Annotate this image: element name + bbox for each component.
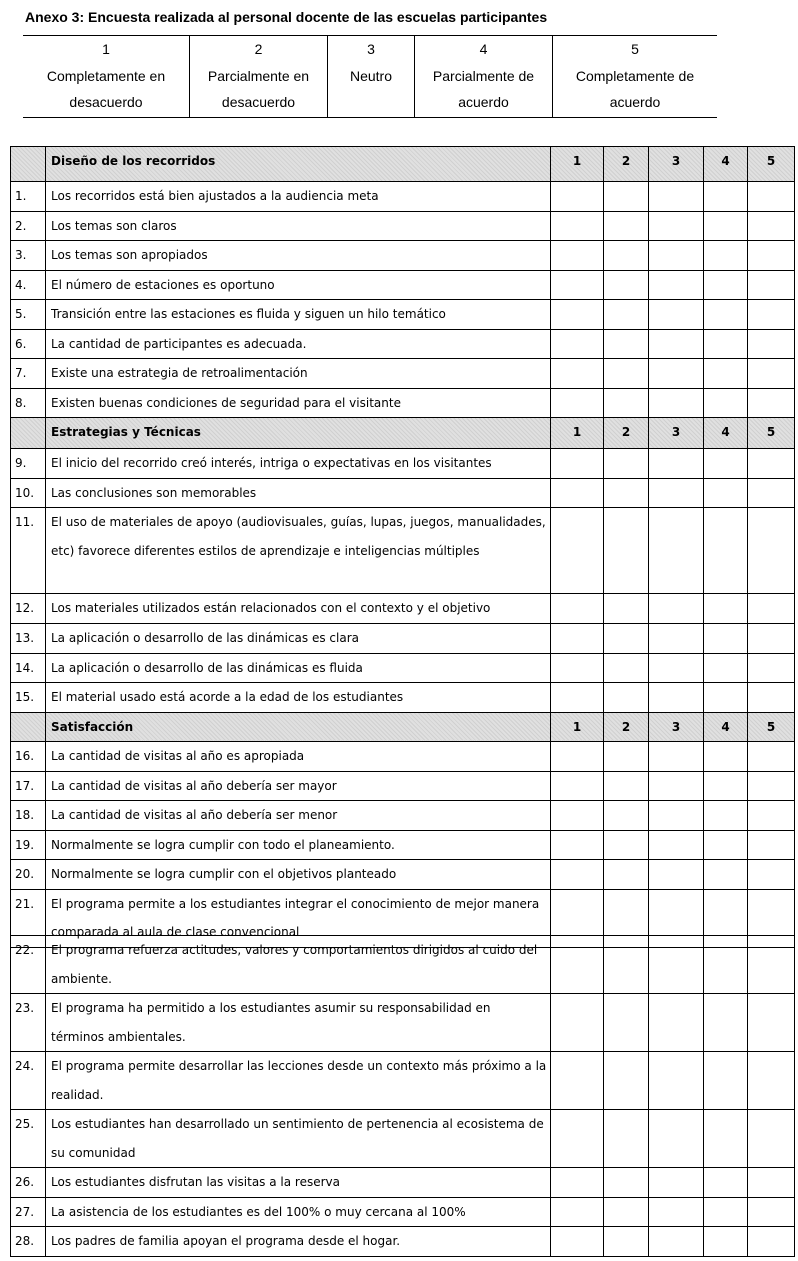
rating-cell-3[interactable] (649, 801, 704, 831)
rating-column-header: 1 (551, 418, 604, 449)
rating-cell-3[interactable] (649, 1168, 704, 1198)
rating-cell-1[interactable] (551, 359, 604, 389)
survey-item-row (11, 653, 795, 683)
section-header-row (11, 418, 795, 449)
scale-label-line2: acuerdo (458, 94, 509, 110)
rating-cell-2[interactable] (604, 860, 649, 890)
item-statement: Los temas son apropiados (46, 241, 551, 271)
rating-cell-3[interactable] (649, 449, 704, 479)
item-number: 7. (11, 359, 46, 389)
item-number: 8. (11, 388, 46, 418)
rating-cell-4[interactable] (704, 1168, 748, 1198)
item-statement: El material usado está acorde a la edad de los estudiantes (46, 683, 551, 713)
rating-cell-5[interactable] (748, 653, 795, 683)
rating-cell-2[interactable] (604, 270, 649, 300)
rating-cell-5[interactable] (748, 683, 795, 713)
rating-cell-4[interactable] (704, 771, 748, 801)
item-statement: El programa permite desarrollar las lecciones desde un contexto más próximo a la realidad. (46, 1052, 551, 1110)
rating-cell-5[interactable] (748, 270, 795, 300)
scale-option-3 (327, 36, 414, 117)
survey-item-row (11, 994, 795, 1052)
rating-cell-1[interactable] (551, 742, 604, 772)
rating-cell-4[interactable] (704, 1197, 748, 1227)
item-statement: Los estudiantes han desarrollado un sentimiento de pertenencia al ecosistema de su comunidad (46, 1110, 551, 1168)
item-statement: El programa permite a los estudiantes integrar el conocimiento de mejor manera comparada al aula de clase convencional (46, 889, 551, 947)
rating-cell-3[interactable] (649, 300, 704, 330)
rating-cell-1[interactable] (551, 771, 604, 801)
rating-cell-5[interactable] (748, 830, 795, 860)
rating-cell-4[interactable] (704, 860, 748, 890)
page-title: Anexo 3: Encuesta realizada al personal docente de las escuelas participantes (25, 9, 548, 25)
scale-number: 5 (631, 41, 639, 57)
rating-cell-3[interactable] (649, 270, 704, 300)
item-number: 24. (11, 1052, 46, 1110)
rating-cell-2[interactable] (604, 742, 649, 772)
rating-cell-1[interactable] (551, 1168, 604, 1198)
survey-item-row (11, 300, 795, 330)
rating-column-header: 2 (604, 418, 649, 449)
rating-cell-4[interactable] (704, 182, 748, 212)
item-number: 27. (11, 1197, 46, 1227)
rating-cell-1[interactable] (551, 594, 604, 624)
rating-cell-5[interactable] (748, 1052, 795, 1110)
rating-cell-2[interactable] (604, 211, 649, 241)
item-number: 12. (11, 594, 46, 624)
survey-item-row (11, 449, 795, 479)
scale-label-line2: desacuerdo (69, 94, 143, 110)
rating-cell-2[interactable] (604, 1052, 649, 1110)
rating-cell-5[interactable] (748, 182, 795, 212)
rating-cell-2[interactable] (604, 329, 649, 359)
rating-cell-2[interactable] (604, 359, 649, 389)
rating-cell-1[interactable] (551, 624, 604, 654)
rating-cell-5[interactable] (748, 1197, 795, 1227)
rating-column-header: 2 (604, 712, 649, 742)
survey-item-row (11, 1168, 795, 1198)
survey-item-row (11, 241, 795, 271)
item-statement: Transición entre las estaciones es fluida y siguen un hilo temático (46, 300, 551, 330)
rating-column-header: 1 (551, 712, 604, 742)
rating-cell-3[interactable] (649, 211, 704, 241)
rating-cell-3[interactable] (649, 683, 704, 713)
survey-item-row (11, 771, 795, 801)
item-statement: La cantidad de participantes es adecuada. (46, 329, 551, 359)
rating-cell-4[interactable] (704, 1052, 748, 1110)
rating-cell-3[interactable] (649, 936, 704, 994)
rating-cell-2[interactable] (604, 1168, 649, 1198)
scale-label-line1: Parcialmente de (432, 67, 535, 84)
rating-cell-4[interactable] (704, 241, 748, 271)
section-number-cell (11, 147, 46, 182)
survey-item-row (11, 270, 795, 300)
rating-cell-1[interactable] (551, 1110, 604, 1168)
rating-cell-5[interactable] (748, 478, 795, 508)
item-statement: La asistencia de los estudiantes es del 100% o muy cercana al 100% (46, 1197, 551, 1227)
item-statement: El número de estaciones es oportuno (46, 270, 551, 300)
rating-cell-4[interactable] (704, 653, 748, 683)
item-statement: El programa refuerza actitudes, valores y comportamientos dirigidos al cuido del ambiente. (46, 936, 551, 994)
rating-cell-1[interactable] (551, 801, 604, 831)
rating-cell-2[interactable] (604, 182, 649, 212)
survey-table-part-2 (10, 935, 795, 1257)
item-number: 17. (11, 771, 46, 801)
item-number: 18. (11, 801, 46, 831)
rating-cell-3[interactable] (649, 182, 704, 212)
rating-cell-2[interactable] (604, 478, 649, 508)
rating-cell-4[interactable] (704, 508, 748, 594)
rating-cell-3[interactable] (649, 653, 704, 683)
item-number: 21. (11, 889, 46, 947)
rating-cell-3[interactable] (649, 241, 704, 271)
rating-cell-5[interactable] (748, 1227, 795, 1257)
item-statement: Existen buenas condiciones de seguridad para el visitante (46, 388, 551, 418)
item-statement: Normalmente se logra cumplir con el objetivos planteado (46, 860, 551, 890)
item-statement: Los recorridos está bien ajustados a la audiencia meta (46, 182, 551, 212)
rating-cell-3[interactable] (649, 830, 704, 860)
item-number: 14. (11, 653, 46, 683)
section-title: Diseño de los recorridos (46, 147, 551, 182)
rating-cell-3[interactable] (649, 1197, 704, 1227)
rating-cell-5[interactable] (748, 449, 795, 479)
rating-cell-2[interactable] (604, 1197, 649, 1227)
rating-cell-3[interactable] (649, 508, 704, 594)
rating-cell-2[interactable] (604, 801, 649, 831)
survey-item-row (11, 594, 795, 624)
scale-option-5 (552, 36, 717, 117)
rating-cell-2[interactable] (604, 683, 649, 713)
scale-option-1 (23, 36, 189, 117)
item-number: 16. (11, 742, 46, 772)
survey-item-row (11, 1227, 795, 1257)
item-number: 3. (11, 241, 46, 271)
rating-cell-5[interactable] (748, 211, 795, 241)
rating-cell-2[interactable] (604, 594, 649, 624)
item-number: 6. (11, 329, 46, 359)
scale-label-line1: Neutro (349, 67, 393, 84)
survey-item-row (11, 1052, 795, 1110)
scale-option-2 (189, 36, 327, 117)
item-statement: Las conclusiones son memorables (46, 478, 551, 508)
rating-cell-4[interactable] (704, 449, 748, 479)
rating-cell-3[interactable] (649, 994, 704, 1052)
item-statement: La cantidad de visitas al año debería ser mayor (46, 771, 551, 801)
likert-scale-legend (23, 35, 717, 118)
rating-cell-1[interactable] (551, 449, 604, 479)
rating-cell-1[interactable] (551, 329, 604, 359)
rating-cell-2[interactable] (604, 1227, 649, 1257)
section-number-cell (11, 712, 46, 742)
rating-cell-2[interactable] (604, 830, 649, 860)
rating-cell-4[interactable] (704, 830, 748, 860)
item-statement: La aplicación o desarrollo de las dinámicas es clara (46, 624, 551, 654)
item-statement: Los estudiantes disfrutan las visitas a la reserva (46, 1168, 551, 1198)
rating-column-header: 5 (748, 418, 795, 449)
survey-item-row (11, 478, 795, 508)
item-number: 25. (11, 1110, 46, 1168)
rating-cell-4[interactable] (704, 994, 748, 1052)
survey-item-row (11, 801, 795, 831)
rating-cell-1[interactable] (551, 1227, 604, 1257)
item-number: 2. (11, 211, 46, 241)
rating-cell-2[interactable] (604, 1110, 649, 1168)
rating-cell-2[interactable] (604, 300, 649, 330)
section-title: Satisfacción (46, 712, 551, 742)
rating-cell-4[interactable] (704, 359, 748, 389)
rating-cell-1[interactable] (551, 683, 604, 713)
scale-label-line1: Parcialmente en (207, 67, 310, 84)
rating-cell-1[interactable] (551, 270, 604, 300)
item-number: 23. (11, 994, 46, 1052)
rating-cell-4[interactable] (704, 594, 748, 624)
rating-cell-3[interactable] (649, 388, 704, 418)
survey-item-row (11, 742, 795, 772)
item-statement: La cantidad de visitas al año es apropiada (46, 742, 551, 772)
item-number: 9. (11, 449, 46, 479)
rating-cell-5[interactable] (748, 860, 795, 890)
rating-cell-3[interactable] (649, 1227, 704, 1257)
scale-number: 1 (102, 41, 110, 57)
rating-cell-4[interactable] (704, 1110, 748, 1168)
rating-cell-5[interactable] (748, 241, 795, 271)
section-header-row (11, 147, 795, 182)
item-number: 11. (11, 508, 46, 594)
rating-cell-1[interactable] (551, 478, 604, 508)
rating-cell-4[interactable] (704, 270, 748, 300)
survey-item-row (11, 830, 795, 860)
rating-cell-3[interactable] (649, 860, 704, 890)
rating-cell-2[interactable] (604, 449, 649, 479)
survey-item-row (11, 508, 795, 594)
rating-cell-5[interactable] (748, 1168, 795, 1198)
survey-item-row (11, 1110, 795, 1168)
rating-cell-1[interactable] (551, 860, 604, 890)
rating-cell-1[interactable] (551, 653, 604, 683)
survey-item-row (11, 936, 795, 994)
survey-item-row (11, 1197, 795, 1227)
survey-item-row (11, 388, 795, 418)
item-statement: La aplicación o desarrollo de las dinámicas es fluida (46, 653, 551, 683)
rating-cell-1[interactable] (551, 1052, 604, 1110)
scale-option-4 (414, 36, 552, 117)
rating-cell-1[interactable] (551, 182, 604, 212)
item-number: 28. (11, 1227, 46, 1257)
rating-cell-4[interactable] (704, 801, 748, 831)
item-number: 19. (11, 830, 46, 860)
rating-cell-2[interactable] (604, 508, 649, 594)
rating-cell-2[interactable] (604, 994, 649, 1052)
rating-cell-4[interactable] (704, 478, 748, 508)
rating-cell-5[interactable] (748, 359, 795, 389)
rating-cell-5[interactable] (748, 594, 795, 624)
rating-cell-2[interactable] (604, 388, 649, 418)
item-number: 20. (11, 860, 46, 890)
rating-column-header: 3 (649, 147, 704, 182)
scale-label-line2: acuerdo (609, 94, 661, 110)
item-number: 4. (11, 270, 46, 300)
scale-label-line1: Completamente de (575, 67, 695, 84)
scale-number: 3 (367, 41, 375, 57)
rating-cell-3[interactable] (649, 624, 704, 654)
survey-item-row (11, 182, 795, 212)
item-statement: Normalmente se logra cumplir con todo el planeamiento. (46, 830, 551, 860)
rating-column-header: 4 (704, 712, 748, 742)
rating-column-header: 5 (748, 712, 795, 742)
rating-cell-4[interactable] (704, 211, 748, 241)
rating-column-header: 3 (649, 712, 704, 742)
rating-cell-5[interactable] (748, 508, 795, 594)
rating-cell-5[interactable] (748, 300, 795, 330)
rating-cell-1[interactable] (551, 1197, 604, 1227)
item-statement: Los padres de familia apoyan el programa desde el hogar. (46, 1227, 551, 1257)
scale-label-line2: desacuerdo (221, 94, 296, 110)
rating-cell-5[interactable] (748, 1110, 795, 1168)
survey-item-row (11, 329, 795, 359)
scale-label-line1: Completamente en (46, 67, 166, 84)
item-statement: El uso de materiales de apoyo (audiovisuales, guías, lupas, juegos, manualidades, etc) favorece diferentes estilos de aprendizaje e inteligencias múltiples (46, 508, 551, 594)
rating-cell-2[interactable] (604, 241, 649, 271)
rating-cell-1[interactable] (551, 830, 604, 860)
rating-cell-5[interactable] (748, 329, 795, 359)
rating-cell-4[interactable] (704, 742, 748, 772)
survey-item-row (11, 860, 795, 890)
scale-number: 2 (254, 41, 263, 57)
rating-column-header: 5 (748, 147, 795, 182)
item-number: 13. (11, 624, 46, 654)
item-statement: La cantidad de visitas al año debería ser menor (46, 801, 551, 831)
rating-cell-5[interactable] (748, 742, 795, 772)
rating-cell-3[interactable] (649, 359, 704, 389)
rating-cell-3[interactable] (649, 329, 704, 359)
item-statement: El programa ha permitido a los estudiantes asumir su responsabilidad en términos ambientales. (46, 994, 551, 1052)
item-number: 10. (11, 478, 46, 508)
rating-cell-4[interactable] (704, 329, 748, 359)
rating-cell-1[interactable] (551, 388, 604, 418)
rating-cell-2[interactable] (604, 771, 649, 801)
survey-item-row (11, 211, 795, 241)
rating-cell-2[interactable] (604, 624, 649, 654)
rating-cell-1[interactable] (551, 936, 604, 994)
scale-number: 4 (479, 41, 488, 57)
section-number-cell (11, 418, 46, 449)
item-statement: Existe una estrategia de retroalimentación (46, 359, 551, 389)
item-number: 5. (11, 300, 46, 330)
item-statement: Los temas son claros (46, 211, 551, 241)
rating-cell-5[interactable] (748, 624, 795, 654)
rating-cell-5[interactable] (748, 994, 795, 1052)
survey-item-row (11, 359, 795, 389)
rating-cell-3[interactable] (649, 771, 704, 801)
item-statement: Los materiales utilizados están relacionados con el contexto y el objetivo (46, 594, 551, 624)
rating-cell-3[interactable] (649, 1110, 704, 1168)
rating-cell-1[interactable] (551, 241, 604, 271)
rating-cell-5[interactable] (748, 936, 795, 994)
rating-cell-1[interactable] (551, 300, 604, 330)
section-header-row (11, 712, 795, 742)
rating-cell-2[interactable] (604, 653, 649, 683)
rating-cell-3[interactable] (649, 594, 704, 624)
rating-cell-4[interactable] (704, 388, 748, 418)
section-title: Estrategias y Técnicas (46, 418, 551, 449)
item-number: 22. (11, 936, 46, 994)
item-number: 26. (11, 1168, 46, 1198)
rating-cell-3[interactable] (649, 742, 704, 772)
survey-table-part-1 (10, 146, 795, 948)
rating-column-header: 4 (704, 147, 748, 182)
rating-column-header: 3 (649, 418, 704, 449)
rating-column-header: 1 (551, 147, 604, 182)
rating-cell-5[interactable] (748, 771, 795, 801)
rating-cell-4[interactable] (704, 300, 748, 330)
survey-item-row (11, 624, 795, 654)
item-number: 15. (11, 683, 46, 713)
rating-cell-4[interactable] (704, 936, 748, 994)
rating-cell-4[interactable] (704, 683, 748, 713)
rating-cell-3[interactable] (649, 1052, 704, 1110)
rating-cell-1[interactable] (551, 211, 604, 241)
rating-cell-2[interactable] (604, 936, 649, 994)
survey-item-row (11, 683, 795, 713)
item-number: 1. (11, 182, 46, 212)
rating-cell-4[interactable] (704, 1227, 748, 1257)
rating-cell-1[interactable] (551, 994, 604, 1052)
rating-cell-5[interactable] (748, 388, 795, 418)
rating-column-header: 2 (604, 147, 649, 182)
rating-cell-4[interactable] (704, 624, 748, 654)
item-statement: El inicio del recorrido creó interés, intriga o expectativas en los visitantes (46, 449, 551, 479)
rating-cell-1[interactable] (551, 508, 604, 594)
rating-cell-3[interactable] (649, 478, 704, 508)
rating-column-header: 4 (704, 418, 748, 449)
rating-cell-5[interactable] (748, 801, 795, 831)
